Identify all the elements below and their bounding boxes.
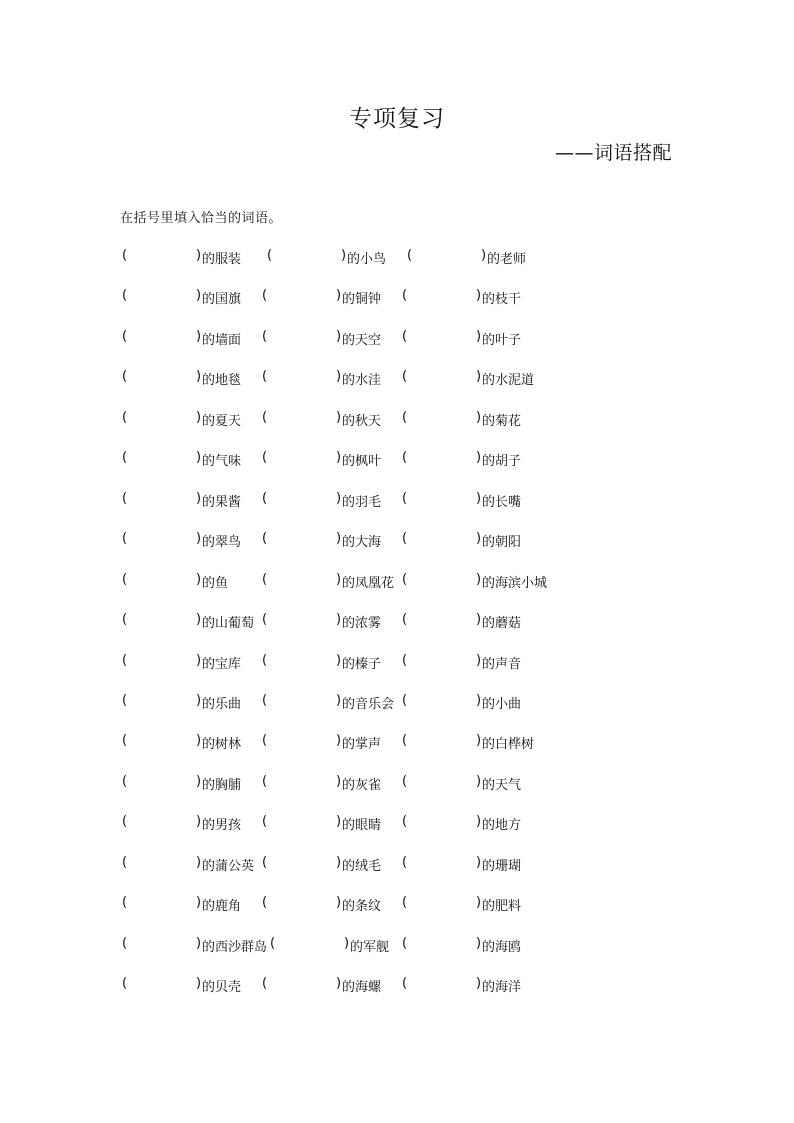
- open-paren: (: [407, 248, 413, 263]
- target-word: 的夏天: [202, 413, 242, 429]
- answer-blank[interactable]: [268, 491, 330, 509]
- close-paren: ): [196, 328, 202, 344]
- close-paren: ): [196, 935, 202, 951]
- target-word: 的胸脯: [202, 777, 242, 793]
- open-paren: (: [262, 652, 268, 668]
- target-word: 的树林: [202, 737, 242, 753]
- open-paren: (: [267, 248, 273, 263]
- close-paren: ): [336, 409, 342, 425]
- target-word: 的浓雾: [342, 616, 382, 632]
- close-paren: ): [196, 248, 202, 263]
- answer-blank[interactable]: [268, 653, 330, 671]
- page-title: 专项复习: [349, 106, 445, 132]
- open-paren: (: [262, 571, 268, 587]
- target-word: 的宝库: [202, 656, 242, 672]
- open-paren: (: [122, 288, 128, 304]
- answer-blank[interactable]: [268, 855, 330, 873]
- answer-blank[interactable]: [128, 936, 190, 954]
- close-paren: ): [196, 976, 202, 992]
- open-paren: (: [262, 288, 268, 304]
- open-paren: (: [402, 652, 408, 668]
- close-paren: ): [336, 612, 342, 628]
- answer-blank[interactable]: [128, 288, 190, 306]
- open-paren: (: [270, 935, 276, 951]
- close-paren: ): [476, 895, 482, 911]
- answer-blank[interactable]: [128, 653, 190, 671]
- target-word: 的羽毛: [342, 494, 382, 510]
- answer-blank[interactable]: [268, 572, 330, 590]
- answer-blank[interactable]: [408, 612, 470, 630]
- answer-blank[interactable]: [276, 936, 338, 954]
- target-word: 的凤凰花: [342, 575, 395, 591]
- open-paren: (: [262, 490, 268, 506]
- close-paren: ): [476, 369, 482, 385]
- answer-blank[interactable]: [408, 693, 470, 711]
- answer-blank[interactable]: [268, 410, 330, 428]
- answer-blank[interactable]: [128, 774, 190, 792]
- open-paren: (: [122, 895, 128, 911]
- close-paren: ): [476, 409, 482, 425]
- answer-blank[interactable]: [408, 369, 470, 387]
- answer-blank[interactable]: [408, 855, 470, 873]
- target-word: 的掌声: [342, 737, 382, 753]
- target-word: 的朝阳: [482, 535, 522, 551]
- close-paren: ): [196, 733, 202, 749]
- answer-blank[interactable]: [408, 653, 470, 671]
- open-paren: (: [122, 692, 128, 708]
- target-word: 的水泥道: [482, 373, 535, 389]
- open-paren: (: [122, 490, 128, 506]
- answer-blank[interactable]: [268, 693, 330, 711]
- answer-blank[interactable]: [408, 288, 470, 306]
- open-paren: (: [402, 369, 408, 385]
- answer-blank[interactable]: [408, 814, 470, 832]
- close-paren: ): [196, 895, 202, 911]
- target-word: 的海鸥: [482, 939, 522, 955]
- target-word: 的西沙群岛: [202, 939, 268, 955]
- target-word: 的国旗: [202, 292, 242, 308]
- answer-blank[interactable]: [268, 369, 330, 387]
- close-paren: ): [336, 773, 342, 789]
- close-paren: ): [476, 814, 482, 830]
- target-word: 的乐曲: [202, 696, 242, 712]
- close-paren: ): [196, 612, 202, 628]
- target-word: 的珊瑚: [482, 858, 522, 874]
- open-paren: (: [262, 612, 268, 628]
- close-paren: ): [476, 571, 482, 587]
- answer-blank[interactable]: [408, 329, 470, 347]
- close-paren: ): [196, 814, 202, 830]
- close-paren: ): [476, 288, 482, 304]
- close-paren: ): [196, 369, 202, 385]
- target-word: 的军舰: [350, 939, 390, 955]
- target-word: 的海滨小城: [482, 575, 548, 591]
- close-paren: ): [336, 531, 342, 547]
- close-paren: ): [336, 692, 342, 708]
- answer-blank[interactable]: [128, 895, 190, 913]
- answer-blank[interactable]: [268, 976, 330, 994]
- answer-blank[interactable]: [268, 531, 330, 549]
- open-paren: (: [402, 814, 408, 830]
- open-paren: (: [122, 369, 128, 385]
- target-word: 的海螺: [342, 980, 382, 996]
- answer-blank[interactable]: [413, 248, 475, 266]
- open-paren: (: [402, 450, 408, 466]
- target-word: 的蘑菇: [482, 616, 522, 632]
- target-word: 的墙面: [202, 332, 242, 348]
- open-paren: (: [402, 571, 408, 587]
- open-paren: (: [402, 733, 408, 749]
- close-paren: ): [196, 692, 202, 708]
- open-paren: (: [402, 328, 408, 344]
- close-paren: ): [476, 692, 482, 708]
- open-paren: (: [122, 733, 128, 749]
- open-paren: (: [122, 571, 128, 587]
- open-paren: (: [122, 814, 128, 830]
- close-paren: ): [336, 450, 342, 466]
- close-paren: ): [476, 490, 482, 506]
- answer-blank[interactable]: [128, 450, 190, 468]
- target-word: 的绒毛: [342, 858, 382, 874]
- target-word: 的鱼: [202, 575, 229, 591]
- answer-blank[interactable]: [408, 774, 470, 792]
- close-paren: ): [336, 328, 342, 344]
- open-paren: (: [262, 854, 268, 870]
- target-word: 的气味: [202, 454, 242, 470]
- close-paren: ): [196, 490, 202, 506]
- answer-blank[interactable]: [128, 410, 190, 428]
- target-word: 的枝干: [482, 292, 522, 308]
- answer-blank[interactable]: [408, 895, 470, 913]
- target-word: 的枫叶: [342, 454, 382, 470]
- target-word: 的山葡萄: [202, 616, 255, 632]
- target-word: 的地毯: [202, 373, 242, 389]
- instruction-text: 在括号里填入恰当的词语。: [120, 211, 283, 226]
- target-word: 的声音: [482, 656, 522, 672]
- answer-blank[interactable]: [273, 248, 335, 266]
- open-paren: (: [402, 409, 408, 425]
- close-paren: ): [476, 935, 482, 951]
- answer-blank[interactable]: [268, 612, 330, 630]
- open-paren: (: [262, 773, 268, 789]
- target-word: 的菊花: [482, 413, 522, 429]
- target-word: 的条纹: [342, 899, 382, 915]
- answer-blank[interactable]: [408, 936, 470, 954]
- open-paren: (: [262, 409, 268, 425]
- open-paren: (: [262, 531, 268, 547]
- close-paren: ): [336, 571, 342, 587]
- open-paren: (: [122, 531, 128, 547]
- answer-blank[interactable]: [268, 814, 330, 832]
- open-paren: (: [402, 976, 408, 992]
- close-paren: ): [476, 773, 482, 789]
- target-word: 的眼睛: [342, 818, 382, 834]
- close-paren: ): [476, 531, 482, 547]
- target-word: 的鹿角: [202, 899, 242, 915]
- open-paren: (: [122, 248, 128, 263]
- target-word: 的长嘴: [482, 494, 522, 510]
- target-word: 的水洼: [342, 373, 382, 389]
- open-paren: (: [402, 531, 408, 547]
- target-word: 的白桦树: [482, 737, 535, 753]
- target-word: 的服装: [202, 252, 242, 267]
- open-paren: (: [122, 773, 128, 789]
- close-paren: ): [336, 976, 342, 992]
- answer-blank[interactable]: [408, 491, 470, 509]
- target-word: 的海洋: [482, 980, 522, 996]
- target-word: 的小鸟: [347, 252, 387, 267]
- close-paren: ): [336, 288, 342, 304]
- open-paren: (: [262, 692, 268, 708]
- open-paren: (: [122, 328, 128, 344]
- target-word: 的叶子: [482, 332, 522, 348]
- open-paren: (: [402, 490, 408, 506]
- target-word: 的天气: [482, 777, 522, 793]
- answer-blank[interactable]: [128, 329, 190, 347]
- target-word: 的胡子: [482, 454, 522, 470]
- target-word: 的果酱: [202, 494, 242, 510]
- open-paren: (: [122, 409, 128, 425]
- answer-blank[interactable]: [268, 450, 330, 468]
- open-paren: (: [262, 369, 268, 385]
- close-paren: ): [196, 450, 202, 466]
- open-paren: (: [122, 935, 128, 951]
- open-paren: (: [402, 895, 408, 911]
- target-word: 的榛子: [342, 656, 382, 672]
- answer-blank[interactable]: [408, 531, 470, 549]
- open-paren: (: [122, 854, 128, 870]
- answer-blank[interactable]: [268, 733, 330, 751]
- close-paren: ): [196, 288, 202, 304]
- close-paren: ): [336, 652, 342, 668]
- open-paren: (: [122, 450, 128, 466]
- target-word: 的秋天: [342, 413, 382, 429]
- close-paren: ): [476, 652, 482, 668]
- open-paren: (: [262, 450, 268, 466]
- answer-blank[interactable]: [268, 288, 330, 306]
- target-word: 的大海: [342, 535, 382, 551]
- close-paren: ): [336, 490, 342, 506]
- open-paren: (: [262, 895, 268, 911]
- close-paren: ): [476, 733, 482, 749]
- open-paren: (: [402, 773, 408, 789]
- open-paren: (: [402, 935, 408, 951]
- answer-blank[interactable]: [128, 531, 190, 549]
- close-paren: ): [476, 450, 482, 466]
- answer-blank[interactable]: [268, 895, 330, 913]
- target-word: 的男孩: [202, 818, 242, 834]
- target-word: 的老师: [487, 252, 527, 267]
- close-paren: ): [196, 531, 202, 547]
- answer-blank[interactable]: [128, 491, 190, 509]
- open-paren: (: [262, 814, 268, 830]
- answer-blank[interactable]: [268, 774, 330, 792]
- open-paren: (: [402, 612, 408, 628]
- open-paren: (: [262, 976, 268, 992]
- answer-blank[interactable]: [128, 976, 190, 994]
- close-paren: ): [196, 773, 202, 789]
- open-paren: (: [402, 692, 408, 708]
- target-word: 的天空: [342, 332, 382, 348]
- close-paren: ): [476, 976, 482, 992]
- answer-blank[interactable]: [408, 733, 470, 751]
- open-paren: (: [122, 652, 128, 668]
- close-paren: ): [341, 248, 347, 263]
- answer-blank[interactable]: [128, 369, 190, 387]
- page-subtitle: ——词语搭配: [554, 142, 672, 164]
- close-paren: ): [196, 854, 202, 870]
- target-word: 的贝壳: [202, 980, 242, 996]
- answer-blank[interactable]: [408, 450, 470, 468]
- answer-blank[interactable]: [128, 248, 190, 266]
- target-word: 的铜钟: [342, 292, 382, 308]
- close-paren: ): [336, 854, 342, 870]
- target-word: 的小曲: [482, 696, 522, 712]
- open-paren: (: [122, 976, 128, 992]
- answer-blank[interactable]: [408, 976, 470, 994]
- target-word: 的音乐会: [342, 696, 395, 712]
- answer-blank[interactable]: [408, 410, 470, 428]
- open-paren: (: [262, 328, 268, 344]
- target-word: 的翠鸟: [202, 535, 242, 551]
- close-paren: ): [476, 328, 482, 344]
- target-word: 的蒲公英: [202, 858, 255, 874]
- close-paren: ): [336, 369, 342, 385]
- answer-blank[interactable]: [268, 329, 330, 347]
- answer-blank[interactable]: [128, 572, 190, 590]
- close-paren: ): [476, 612, 482, 628]
- close-paren: ): [336, 814, 342, 830]
- answer-blank[interactable]: [128, 855, 190, 873]
- target-word: 的灰雀: [342, 777, 382, 793]
- open-paren: (: [402, 288, 408, 304]
- close-paren: ): [336, 895, 342, 911]
- close-paren: ): [481, 248, 487, 263]
- close-paren: ): [476, 854, 482, 870]
- close-paren: ): [344, 935, 350, 951]
- answer-blank[interactable]: [408, 572, 470, 590]
- target-word: 的肥料: [482, 899, 522, 915]
- open-paren: (: [122, 612, 128, 628]
- close-paren: ): [196, 571, 202, 587]
- open-paren: (: [262, 733, 268, 749]
- close-paren: ): [196, 652, 202, 668]
- close-paren: ): [196, 409, 202, 425]
- close-paren: ): [336, 733, 342, 749]
- answer-blank[interactable]: [128, 612, 190, 630]
- answer-blank[interactable]: [128, 733, 190, 751]
- answer-blank[interactable]: [128, 814, 190, 832]
- answer-blank[interactable]: [128, 693, 190, 711]
- target-word: 的地方: [482, 818, 522, 834]
- open-paren: (: [402, 854, 408, 870]
